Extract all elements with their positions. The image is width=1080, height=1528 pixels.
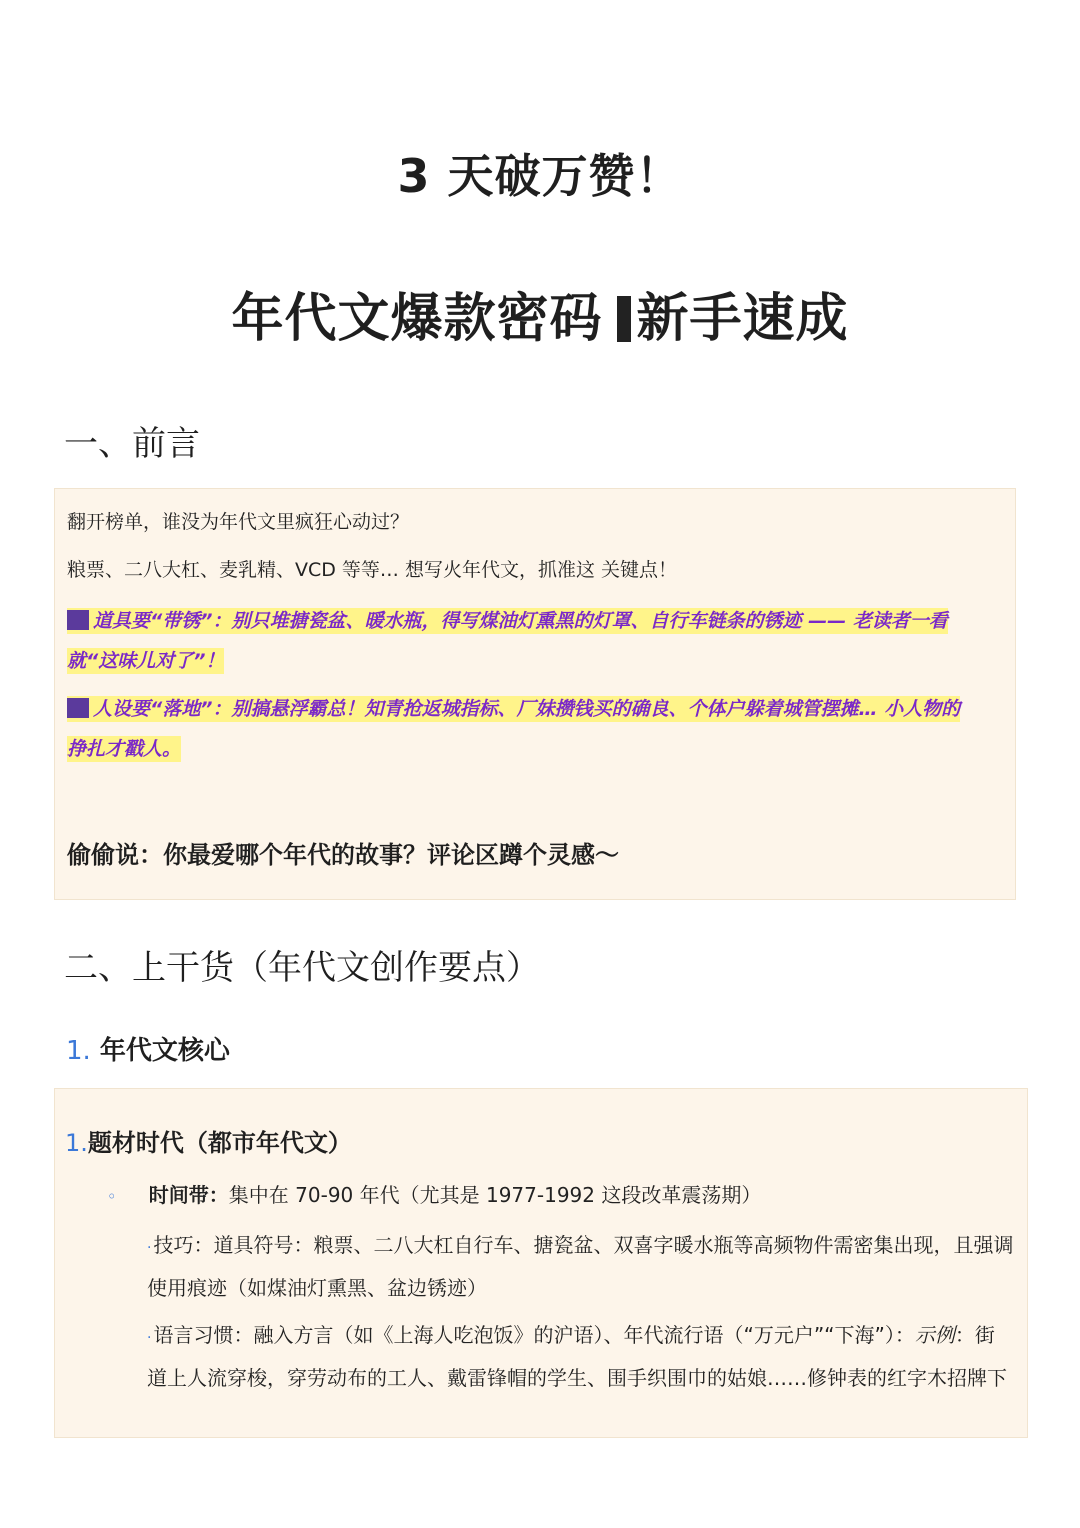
dot-icon: · (147, 1330, 152, 1346)
tip-language-line-2: 道上人流穿梭，穿劳动布的工人、戴雷锋帽的学生、围手织围巾的姑娘……修钟表的红字木招牌下 (147, 1366, 1007, 1390)
page-subtitle (0, 276, 1080, 351)
tip-technique-line-1: 技巧：道具符号：粮票、二八大杠自行车、搪瓷盆、双喜字暖水瓶等高频物件需密集出现，且强调 (153, 1233, 1014, 1257)
tip-characters-line-1: 人设要“落地”：别搞悬浮霸总！知青抢返城指标、厂妹攒钱买的确良、个体户躲着城管摆摊… 小人物的 (93, 698, 961, 720)
tip-language-line-1a: 语言习惯：融入方言（如《上海人吃泡饭》的沪语）、年代流行语（“万元户”“下海”）： (153, 1323, 915, 1347)
dot-icon: · (147, 1240, 152, 1256)
item-title: 题材时代（都市年代文） (87, 1129, 352, 1157)
core-box (54, 1088, 1028, 1438)
bullet-label: 时间带： (148, 1183, 229, 1207)
tip-characters-line-2: 挣扎才戳人。 (67, 738, 182, 760)
tip-props-line-2: 就“这味儿对了”！ (67, 650, 225, 672)
preface-paragraph-1: 翻开榜单，谁没为年代文里疯狂心动过？ (67, 511, 410, 533)
subsection-number: 1. (66, 1036, 91, 1066)
ruler-icon (617, 296, 631, 342)
bullet-text: 集中在 70-90 年代（尤其是 1977-1992 这段改革震荡期） (228, 1183, 762, 1207)
tip-language-line-1b: ：街 (954, 1323, 995, 1347)
preface-closing: 偷偷说：你最爱哪个年代的故事？评论区蹲个灵感～ (67, 841, 619, 869)
section-heading-tips: 二、上干货（年代文创作要点） (64, 948, 540, 988)
subtitle-part-2: 新手速成 (636, 289, 849, 349)
tip-props-line-1: 道具要“带锈”：别只堆搪瓷盆、暖水瓶，得写煤油灯熏黑的灯罩、自行车链条的锈迹 —— 老读者一看 (93, 610, 948, 632)
bullet-time-period (107, 1175, 761, 1217)
tip-language-example-label: 示例 (914, 1323, 955, 1347)
tag-icon (67, 698, 89, 718)
page-title: 3 天破万赞！ (397, 149, 683, 203)
tag-icon (67, 610, 89, 630)
subsection-heading-core (66, 1030, 230, 1067)
preface-paragraph-2: 粮票、二八大杠、麦乳精、VCD 等等… 想写火年代文，抓准这 关键点！ (67, 559, 678, 581)
subtitle-part-1: 年代文爆款密码 (231, 289, 603, 349)
bullet-circle-icon: ◦ (107, 1187, 117, 1206)
highlight-tip-characters (67, 689, 1007, 769)
tip-technique-line-2: 使用痕迹（如煤油灯熏黑、盆边锈迹） (147, 1276, 487, 1300)
item-number: 1. (65, 1129, 88, 1157)
item-heading-theme-era (65, 1123, 352, 1158)
section-heading-preface: 一、前言 (64, 424, 200, 464)
highlight-tip-props (67, 601, 1007, 681)
tip-language (147, 1315, 1017, 1398)
tip-technique (147, 1225, 1017, 1308)
preface-box (54, 488, 1016, 900)
subsection-title: 年代文核心 (99, 1036, 230, 1066)
